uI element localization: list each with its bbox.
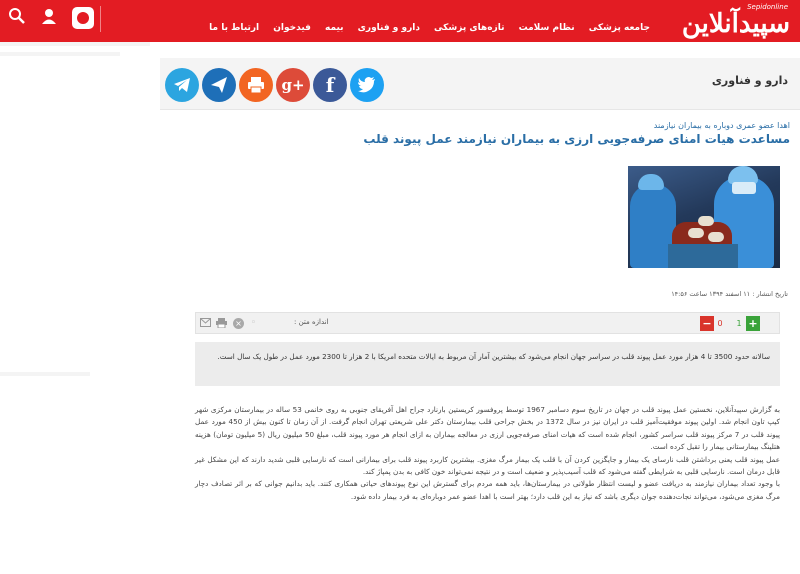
section-bar	[160, 58, 800, 110]
top-header-bar	[0, 0, 800, 42]
like-button[interactable]: +	[746, 316, 760, 331]
nav-item-medical-news[interactable]: تازه‌های پزشکی	[434, 23, 505, 33]
article-kicker: اهدا عضو عمری دوباره به بیماران نیازمند	[653, 121, 790, 130]
site-logo[interactable]	[660, 1, 790, 41]
search-icon[interactable]	[6, 7, 28, 29]
article-toolbar	[195, 312, 780, 334]
fade-streak	[0, 52, 120, 56]
article-body	[195, 404, 780, 503]
nav-item-insurance[interactable]: بیمه	[325, 23, 344, 33]
section-title[interactable]: دارو و فناوری	[711, 74, 788, 87]
nav-item-drug-technology[interactable]: دارو و فناوری	[357, 23, 420, 33]
print-icon[interactable]	[239, 68, 273, 102]
twitter-icon[interactable]	[350, 68, 384, 102]
nav-item-feed-reader[interactable]: فیدخوان	[273, 23, 311, 33]
font-decrease-icon[interactable]: ×	[233, 318, 244, 329]
publish-date: تاریخ انتشار : ۱۱ اسفند ۱۳۹۴ ساعت ۱۴:۵۶	[671, 290, 788, 298]
nav-item-contact[interactable]: ارتباط با ما	[209, 23, 260, 33]
article-photo-surgery	[628, 166, 780, 268]
record-icon[interactable]	[72, 7, 94, 29]
google-plus-icon[interactable]: g+	[276, 68, 310, 102]
article-headline[interactable]: مساعدت هیات امنای صرفه‌جویی ارزی به بیماران نیازمند عمل پیوند قلب	[363, 132, 790, 146]
telegram-icon[interactable]	[165, 68, 199, 102]
print-small-icon[interactable]	[216, 318, 227, 329]
left-blank-area	[0, 42, 160, 574]
like-count: 1	[736, 319, 742, 328]
divider	[100, 6, 101, 32]
article-paragraph: به گزارش سپیدآنلاین، نخستین عمل پیوند قلب در جهان در تاریخ سوم دسامبر 1967 توسط پروفسور کریستین بارنارد جراح اهل آفریقای جنوبی به روی خانمی 53 ساله در بیمارستان مرکزی شهر کیپ تاون انجام شد. اولین پیوند موفقیت‌آمیز قلب در ایران نیز در سال 1372 در بخش جراحی قلب بیمارستان دکتر علی شریعتی تهران انجام گرفت. از آن زمان تا کنون بیش از 450 مورد عمل پیوند قلب در 7 مرکز پیوند قلب سراسر کشور، انجام شده است که هیات امنای صرفه‌جویی ارزی در معالجه بیماران به ازای انجام هر مورد پیوند قلب، مبلغ 50 میلیون ریال (5 میلیون تومان) هزینه هتلینگ بیمارستانی بیمار را تقبل کرده است.	[195, 405, 780, 452]
font-increase-icon[interactable]: ◦	[250, 318, 257, 328]
article-paragraph: عمل پیوند قلب یعنی برداشتن قلب نارسای یک بیمار و جایگزین کردن آن با قلب یک بیمار مرگ مغزی. بیشترین کاربرد پیوند قلب برای بیمارانی است که نارسایی قلبی شدید دارند که این مشکل غیر قابل درمان است. نارسایی قلبی به شرایطی گفته می‌شود که قلب آسیب‌پذیر و ضعیف است و در نتیجه نمی‌تواند خون کافی به بدن پمپاژ کند.	[195, 454, 780, 477]
facebook-icon[interactable]: f	[313, 68, 347, 102]
nav-item-medical-community[interactable]: جامعه پزشکی	[588, 23, 650, 33]
article-paragraph: با وجود تعداد بیماران نیازمند به دریافت عضو و لیست انتظار طولانی در بیمارستان‌ها، باید همه مردم برای گسترش این نوع پیوندهای حیاتی همکاری کنند. باید بدانیم جوانی که بر اثر تصادف دچار مرگ مغزی می‌شود، می‌تواند نجات‌دهنده جوان دیگری باشد که نیاز به این قلب دارد؛ بهتر است با اهدا عضو عمر دوباره‌ای به فرد بیمار داده شود.	[195, 479, 780, 501]
logo-subtitle: Sepidonline	[747, 3, 788, 11]
nav-item-health-system[interactable]: نظام سلامت	[518, 23, 575, 33]
dislike-button[interactable]: −	[700, 316, 714, 331]
fade-streak	[0, 372, 90, 376]
article-lead: سالانه حدود 3500 تا 4 هزار مورد عمل پیوند قلب در سراسر جهان انجام می‌شود که بیشترین آمار آن مربوط به ایالات متحده امریکا با 2 هزار تا 2300 مورد عمل در طول یک سال است.	[195, 342, 780, 386]
main-navigation	[200, 15, 650, 34]
fade-streak	[0, 42, 150, 46]
logo-text: سپیدآنلاین	[681, 9, 790, 39]
mail-icon[interactable]	[202, 68, 236, 102]
font-size-label: اندازه متن :	[294, 318, 329, 326]
email-icon[interactable]	[200, 318, 211, 329]
dislike-count: 0	[717, 319, 723, 328]
user-icon[interactable]	[38, 7, 60, 29]
